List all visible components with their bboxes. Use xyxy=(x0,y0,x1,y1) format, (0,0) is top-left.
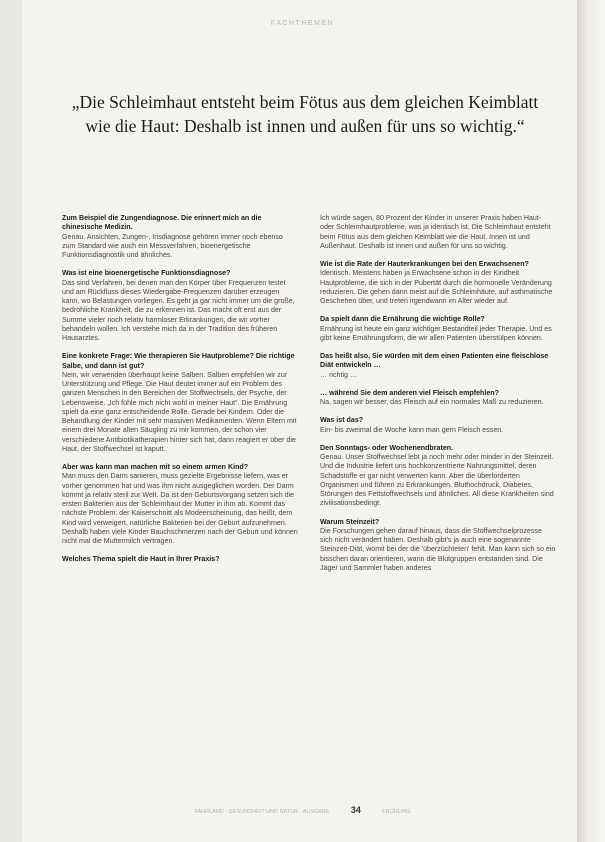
interview-answer: Genau. Ansichten, Zungen-, Irisdiagnose gehören immer noch ebenso zum Standard wie auch ein Messverfahren, bioenergetische Funktionsdiagnostik und ähnliches. xyxy=(62,232,283,259)
section-label: FACHTHEMEN xyxy=(270,20,335,27)
interview-answer: Ernährung ist heute ein ganz wichtiger Bestandteil jeder Therapie. Und es gibt keine Ernährungsform, die wir allen Patienten überstülpen können. xyxy=(320,324,552,342)
page-number: 34 xyxy=(350,805,361,815)
interview-question: Den Sonntags- oder Wochenendbraten. xyxy=(320,443,454,452)
pull-quote: „Die Schleimhaut entsteht beim Fötus aus dem gleichen Keimblatt wie die Haut: Deshalb ist innen und außen für uns so wichtig.“ xyxy=(71,92,539,136)
interview-question: Was ist das? xyxy=(320,416,364,425)
interview-question: Warum Steinzeit? xyxy=(320,517,380,526)
left-column xyxy=(62,214,298,565)
interview-answer: Das sind Verfahren, bei denen man den Körper über Frequenzen testet und am Rückfluss dieses Wiedergabe-Frequenzen darüber erzeugen kann, wo Belastungen vorliegen. Es geht ja gar nicht immer um die große, bedrohliche Krankheit, die zu erkennen ist. Das macht oft erst aus der Summe vieler noch relativ harmloser Erkrankungen, die wir vorher behandeln wollen. Ich verstehe mich da in der Tradition des früheren Hausarztes. xyxy=(62,278,295,342)
interview-answer: Na, sagen wir besser, das Fleisch auf ein normales Maß zu reduzieren. xyxy=(320,398,544,406)
interview-answer: … richtig … xyxy=(320,370,358,379)
footer-issue: FRÜHLING xyxy=(382,809,411,815)
interview-answer: Ich würde sagen, 80 Prozent der Kinder in unserer Praxis haben Haut- oder Schleimhautprobleme, was ja identisch ist. Die Schleimhaut entsteht beim Fötus aus dem gleichen Keimblatt wie die Haut. Innen ist und Außenhaut. Deshalb ist innen und außen für uns so wichtig. xyxy=(320,214,551,250)
interview-question: Zum Beispiel die Zungendiagnose. Die erinnert mich an die chinesische Medizin. xyxy=(62,214,262,232)
interview-answer: Die Forschungen gehen darauf hinaus, dass die Stoffwechselprozesse sich nicht verändert haben. Deshalb gibt's ja auch eine sogenannte Steinzeit-Diät, womit bei der die 'überzüchteten' fehlt. Man kann sich so ein bisschen daran orientieren, wann die Blutgruppen entstanden sind. Die Jäger und Sammler haben anderes xyxy=(320,526,556,572)
page-footer xyxy=(0,805,605,815)
interview-answer: Genau. Unser Stoffwechsel lebt ja noch mehr oder minder in der Steinzeit. Und die Industrie liefert uns hochkonzentrierte Nahrungsmittel, deren Schadstoffe er gar nicht verwerten kann. Aber die überforderten Organismen und führen zu Erkrankungen. Bluthochdruck, Diabetes, Störungen des Fettstoffwechsels und ähnliches. All diese Krankheiten sind zivilisationsbedingt. xyxy=(320,453,554,508)
interview-answer: Man muss den Darm sanieren, muss gezielte Ergebnisse liefern, was er vorher genommen hat und was ihm nicht ausgeglichen worden. Der Darm kommt ja relativ steril zur Welt. Da ist den Geburtsvorgang setzen sich die ersten Bakterien aus der Schleimhaut der Mutter in ihm ab. Kommt das nächste Problem: der Kaiserschnitt als Modeerscheinung, das heißt, dem Kind wird verweigert, natürliche Bakterien bei der Geburt aufzunehmen. Deshalb haben viele Kinder Bauchschmerzen nach der Geburt und können nicht mal die Muttermilch vertragen. xyxy=(62,472,298,545)
interview-question: Da spielt dann die Ernährung die wichtige Rolle? xyxy=(320,315,485,324)
interview-question: Wie ist die Rate der Hauterkrankungen bei den Erwachsenen? xyxy=(320,260,529,268)
right-column xyxy=(320,214,556,573)
interview-answer: Ein- bis zweimal die Woche kann man gern Fleisch essen. xyxy=(320,425,504,434)
interview-answer: Identisch. Meistens haben ja Erwachsene schon in der Kindheit Hautprobleme, die sich in der Pubertät durch die hormonelle Veränderung reduzieren. Die gehen dann meist auf die Schleimhäute, auf asthmatische Geschehen über, und treten irgendwann im Alter wieder auf. xyxy=(320,269,553,305)
page-spine xyxy=(577,0,605,842)
interview-question: Aber was kann man machen mit so einem armen Kind? xyxy=(62,463,249,471)
interview-answer: Nein, wir verwenden überhaupt keine Salben. Salben empfehlen wir zur Unterstützung und Pflege. Die Haut deutet immer auf ein Problem des ganzen Menschen in den Bereichen der Stoffwechsels, der Psyche, der Lebensweise. „Ich fühle mich nicht wohl in meiner Haut“. Die Ernährung spielt da eine ganz entscheidende Rolle. Gerade bei Kindern. Oder die Behandlung der Kinder mit sehr massiven Medikamenten. Wenn Eltern mit einem drei Monate alten Säugling zu mir kommen, der schon vier verschiedene Antibiotikatherapien hinter sich hat, dann reagiert er über die Haut, der Stoffwechsel ist kaputt. xyxy=(62,370,297,453)
interview-question: Welches Thema spielt die Haut in Ihrer Praxis? xyxy=(62,555,220,564)
footer-publication: FAHRLAND · GESUNDHEIT UND NATUR · AUSGABE xyxy=(194,809,330,815)
interview-question: Was ist eine bioenergetische Funktionsdiagnose? xyxy=(62,269,231,278)
interview-question: Eine konkrete Frage: Wie therapieren Sie Hautprobleme? Die richtige Salbe, und dann ist gut? xyxy=(62,352,295,370)
interview-question: Das heißt also, Sie würden mit dem einen Patienten eine fleischlose Diät entwickeln … xyxy=(320,352,549,370)
interview-question: … während Sie dem anderen viel Fleisch empfehlen? xyxy=(320,388,499,397)
